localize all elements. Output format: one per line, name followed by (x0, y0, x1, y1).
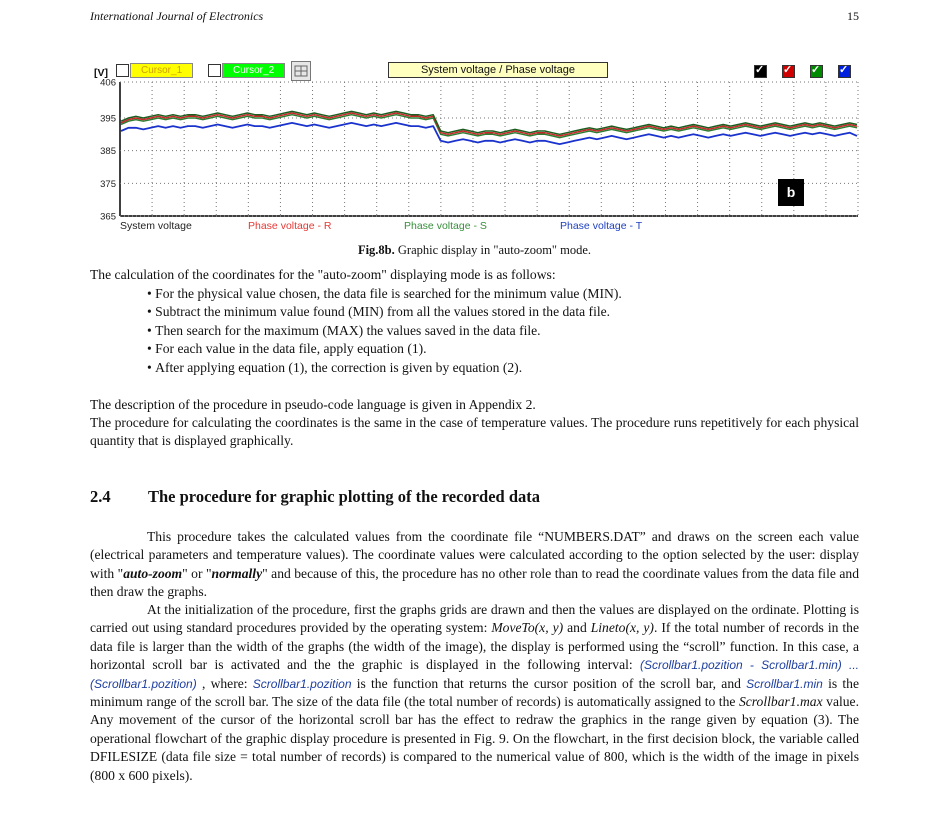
legend-system-voltage: System voltage (120, 220, 192, 232)
cursor2-label[interactable]: Cursor_2 (222, 63, 285, 78)
scrollbar-max-term: Scrollbar1.max (738, 694, 823, 710)
unit-label: [V] (94, 67, 108, 79)
figure-caption-text: Graphic display in "auto-zoom" mode. (394, 243, 592, 257)
scrollbar-position-term: Scrollbar1.pozition (252, 676, 352, 691)
scrollbar-min-term: Scrollbar1.min (746, 676, 823, 691)
y-tick-label: 365 (100, 211, 116, 223)
chart-title: System voltage / Phase voltage (388, 62, 608, 78)
normally-term: normally (211, 565, 263, 581)
line-chart (90, 58, 860, 233)
list-item: • For each value in the data file, apply equation (1). (147, 340, 859, 358)
page-number: 15 (847, 9, 859, 23)
same-procedure-paragraph: The procedure for calculating the coordinates is the same in the case of temperature values. The procedure runs repetitively for each physical quantity that is displayed graphically. (90, 415, 859, 449)
legend-phase-r: Phase voltage - R (248, 220, 332, 232)
appendix-paragraph: The description of the procedure in pseudo-code language is given in Appendix 2. (90, 397, 536, 412)
y-tick-label: 406 (100, 77, 116, 89)
body-paragraph-1: This procedure takes the calculated values from the coordinate file “NUMBERS.DAT” and draws on the screen each value (electrical parameters and temperature values). The coordinate values were calculated according to the option selected by the user: display with "auto-zoom" or "normally" and because of this, the procedure has no other role than to read the coordinate values from the data file and then draw the graphs. (90, 529, 859, 600)
series-line-system-voltage (121, 111, 857, 134)
list-item: • After applying equation (1), the correction is given by equation (2). (147, 359, 859, 377)
y-tick-label: 385 (100, 146, 116, 158)
list-item: • Subtract the minimum value found (MIN) from all the values stored in the data file. (147, 303, 859, 321)
scroll-interval-expression: (Scrollbar1.pozition - Scrollbar1.min) ... (Scrollbar1.pozition) (90, 658, 859, 691)
section-number: 2.4 (90, 487, 111, 506)
voltage-chart-panel (90, 58, 860, 233)
list-item: • For the physical value chosen, the data file is searched for the minimum value (MIN). (147, 285, 859, 303)
cursor1-label[interactable]: Cursor_1 (130, 63, 193, 78)
section-heading (90, 487, 540, 507)
intro-paragraph: The calculation of the coordinates for the "auto-zoom" displaying mode is as follows: (90, 267, 556, 282)
figure-caption-label: Fig.8b. (357, 243, 395, 257)
moveto-function: MoveTo(x, y) (491, 620, 564, 636)
body-paragraph-2: At the initialization of the procedure, first the graphs grids are drawn and then the values are displayed on the ordinate. Plotting is carried out using standard procedures provided by the operating system: MoveTo(x, y) and Lineto(x, y). If the total number of records in the data file is larger than the width of the graphs (the width of the image), the display is performed using the “scroll” function. In this case, a horizontal scroll bar is activated and the the graphic is displayed in the following interval: (Scrollbar1.pozition - Scrollbar1.min) ... (Scrollbar1.pozition) , where: Scrollbar1.pozition is the function that returns the cursor position of the scroll bar, and Scrollbar1.min is the minimum range of the scroll bar. The size of the data file (the total number of records) is automatically assigned to the Scrollbar1.max value. Any movement of the cursor of the horizontal scroll bar has the effect to redraw the graphics in the range given by equation (3). The operational flowchart of the graphic display procedure is presented in Fig. 9. On the flowchart, in the first decision block, the variable called DFILESIZE (data file size = total number of records) is compared to the numerical value of 800, which is the width of the image in pixels (800 x 600 pixels). (90, 602, 859, 783)
figure-caption (0, 243, 949, 258)
chart-grid (120, 82, 858, 216)
chart-lines (121, 111, 857, 144)
y-axis-ticks (100, 78, 116, 223)
running-header-journal: International Journal of Electronics (90, 9, 264, 23)
list-item: • Then search for the maximum (MAX) the values saved in the data file. (147, 322, 859, 340)
procedure-bullet-list (147, 285, 859, 377)
section-title: The procedure for graphic plotting of the recorded data (148, 487, 541, 506)
legend-phase-t: Phase voltage - T (560, 220, 643, 232)
legend-phase-s: Phase voltage - S (404, 220, 487, 232)
auto-zoom-term: auto-zoom (123, 565, 183, 581)
panel-letter-badge: b (778, 179, 804, 206)
y-tick-label: 395 (100, 113, 116, 125)
lineto-function: Lineto(x, y) (590, 620, 654, 636)
y-tick-label: 375 (100, 178, 116, 190)
